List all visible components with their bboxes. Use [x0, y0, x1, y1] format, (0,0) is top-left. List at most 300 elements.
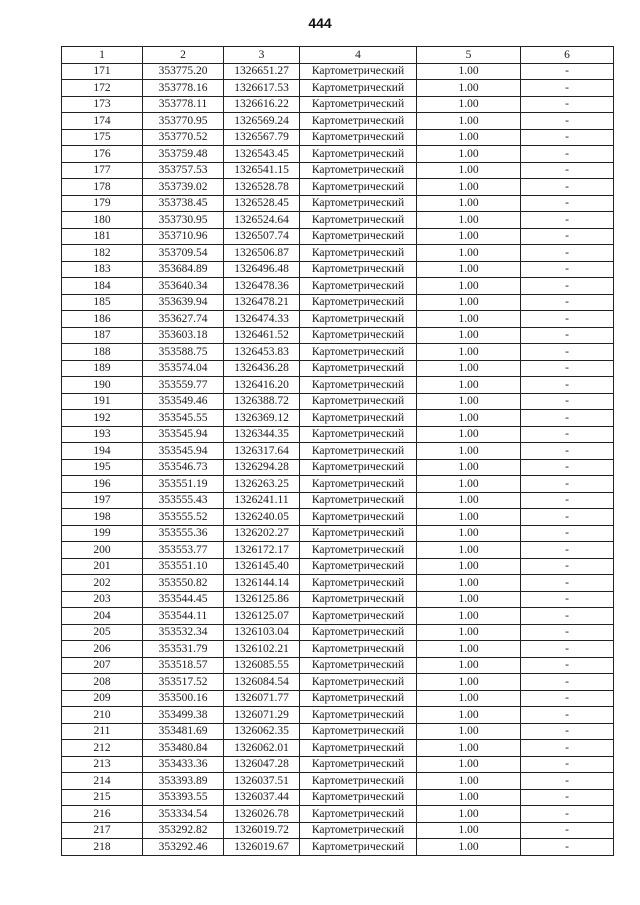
- table-row: [62, 542, 614, 559]
- y-coordinate-cell: 1326172.17: [224, 542, 300, 559]
- note-cell: -: [521, 228, 614, 245]
- column-header: 3: [224, 47, 300, 64]
- x-coordinate-cell: 353546.73: [143, 459, 224, 476]
- table-row: [62, 179, 614, 196]
- table-row: [62, 707, 614, 724]
- table-row: [62, 146, 614, 163]
- x-coordinate-cell: 353759.48: [143, 146, 224, 163]
- y-coordinate-cell: 1326019.67: [224, 839, 300, 856]
- y-coordinate-cell: 1326103.04: [224, 624, 300, 641]
- note-cell: -: [521, 146, 614, 163]
- note-cell: -: [521, 245, 614, 262]
- accuracy-cell: 1.00: [417, 674, 521, 691]
- method-cell: Картометрический: [300, 245, 417, 262]
- table-row: [62, 80, 614, 97]
- table-row: [62, 360, 614, 377]
- note-cell: -: [521, 377, 614, 394]
- y-coordinate-cell: 1326461.52: [224, 327, 300, 344]
- note-cell: -: [521, 113, 614, 130]
- accuracy-cell: 1.00: [417, 641, 521, 658]
- note-cell: -: [521, 740, 614, 757]
- y-coordinate-cell: 1326528.78: [224, 179, 300, 196]
- point-number-cell: 186: [62, 311, 143, 328]
- method-cell: Картометрический: [300, 294, 417, 311]
- y-coordinate-cell: 1326567.79: [224, 129, 300, 146]
- column-header: 1: [62, 47, 143, 64]
- method-cell: Картометрический: [300, 162, 417, 179]
- table-row: [62, 806, 614, 823]
- note-cell: -: [521, 80, 614, 97]
- note-cell: -: [521, 327, 614, 344]
- x-coordinate-cell: 353518.57: [143, 657, 224, 674]
- x-coordinate-cell: 353639.94: [143, 294, 224, 311]
- point-number-cell: 209: [62, 690, 143, 707]
- accuracy-cell: 1.00: [417, 492, 521, 509]
- column-header: 2: [143, 47, 224, 64]
- x-coordinate-cell: 353531.79: [143, 641, 224, 658]
- accuracy-cell: 1.00: [417, 96, 521, 113]
- note-cell: -: [521, 212, 614, 229]
- x-coordinate-cell: 353393.55: [143, 789, 224, 806]
- accuracy-cell: 1.00: [417, 723, 521, 740]
- x-coordinate-cell: 353499.38: [143, 707, 224, 724]
- x-coordinate-cell: 353684.89: [143, 261, 224, 278]
- y-coordinate-cell: 1326026.78: [224, 806, 300, 823]
- accuracy-cell: 1.00: [417, 327, 521, 344]
- point-number-cell: 183: [62, 261, 143, 278]
- note-cell: -: [521, 179, 614, 196]
- accuracy-cell: 1.00: [417, 393, 521, 410]
- x-coordinate-cell: 353603.18: [143, 327, 224, 344]
- accuracy-cell: 1.00: [417, 360, 521, 377]
- y-coordinate-cell: 1326062.35: [224, 723, 300, 740]
- table-row: [62, 195, 614, 212]
- y-coordinate-cell: 1326369.12: [224, 410, 300, 427]
- note-cell: -: [521, 591, 614, 608]
- y-coordinate-cell: 1326125.86: [224, 591, 300, 608]
- note-cell: -: [521, 476, 614, 493]
- table-row: [62, 740, 614, 757]
- point-number-cell: 202: [62, 575, 143, 592]
- table-row: [62, 459, 614, 476]
- method-cell: Картометрический: [300, 146, 417, 163]
- method-cell: Картометрический: [300, 789, 417, 806]
- y-coordinate-cell: 1326240.05: [224, 509, 300, 526]
- accuracy-cell: 1.00: [417, 146, 521, 163]
- note-cell: -: [521, 789, 614, 806]
- accuracy-cell: 1.00: [417, 707, 521, 724]
- point-number-cell: 210: [62, 707, 143, 724]
- accuracy-cell: 1.00: [417, 410, 521, 427]
- method-cell: Картометрический: [300, 674, 417, 691]
- method-cell: Картометрический: [300, 113, 417, 130]
- table-row: [62, 311, 614, 328]
- point-number-cell: 196: [62, 476, 143, 493]
- method-cell: Картометрический: [300, 360, 417, 377]
- note-cell: -: [521, 96, 614, 113]
- table-row: [62, 608, 614, 625]
- y-coordinate-cell: 1326388.72: [224, 393, 300, 410]
- table-row: [62, 822, 614, 839]
- point-number-cell: 208: [62, 674, 143, 691]
- point-number-cell: 199: [62, 525, 143, 542]
- table-row: [62, 162, 614, 179]
- table-row: [62, 558, 614, 575]
- point-number-cell: 215: [62, 789, 143, 806]
- x-coordinate-cell: 353549.46: [143, 393, 224, 410]
- point-number-cell: 175: [62, 129, 143, 146]
- accuracy-cell: 1.00: [417, 690, 521, 707]
- method-cell: Картометрический: [300, 839, 417, 856]
- table-header-row: [62, 47, 614, 64]
- point-number-cell: 185: [62, 294, 143, 311]
- table-row: [62, 773, 614, 790]
- accuracy-cell: 1.00: [417, 740, 521, 757]
- point-number-cell: 195: [62, 459, 143, 476]
- note-cell: -: [521, 443, 614, 460]
- method-cell: Картометрический: [300, 608, 417, 625]
- note-cell: -: [521, 723, 614, 740]
- note-cell: -: [521, 525, 614, 542]
- table-row: [62, 723, 614, 740]
- accuracy-cell: 1.00: [417, 212, 521, 229]
- y-coordinate-cell: 1326144.14: [224, 575, 300, 592]
- note-cell: -: [521, 129, 614, 146]
- table-row: [62, 294, 614, 311]
- table-body: [62, 63, 614, 855]
- y-coordinate-cell: 1326496.48: [224, 261, 300, 278]
- note-cell: -: [521, 624, 614, 641]
- x-coordinate-cell: 353710.96: [143, 228, 224, 245]
- table-row: [62, 839, 614, 856]
- column-header: 4: [300, 47, 417, 64]
- table-row: [62, 575, 614, 592]
- method-cell: Картометрический: [300, 443, 417, 460]
- accuracy-cell: 1.00: [417, 278, 521, 295]
- point-number-cell: 214: [62, 773, 143, 790]
- x-coordinate-cell: 353574.04: [143, 360, 224, 377]
- point-number-cell: 213: [62, 756, 143, 773]
- x-coordinate-cell: 353739.02: [143, 179, 224, 196]
- x-coordinate-cell: 353544.11: [143, 608, 224, 625]
- accuracy-cell: 1.00: [417, 839, 521, 856]
- note-cell: -: [521, 261, 614, 278]
- table-row: [62, 443, 614, 460]
- method-cell: Картометрический: [300, 476, 417, 493]
- x-coordinate-cell: 353738.45: [143, 195, 224, 212]
- y-coordinate-cell: 1326478.36: [224, 278, 300, 295]
- method-cell: Картометрический: [300, 542, 417, 559]
- point-number-cell: 181: [62, 228, 143, 245]
- accuracy-cell: 1.00: [417, 162, 521, 179]
- table-row: [62, 509, 614, 526]
- accuracy-cell: 1.00: [417, 773, 521, 790]
- y-coordinate-cell: 1326294.28: [224, 459, 300, 476]
- accuracy-cell: 1.00: [417, 509, 521, 526]
- coordinates-table: [61, 46, 614, 856]
- table-row: [62, 657, 614, 674]
- x-coordinate-cell: 353757.53: [143, 162, 224, 179]
- point-number-cell: 216: [62, 806, 143, 823]
- accuracy-cell: 1.00: [417, 459, 521, 476]
- note-cell: -: [521, 822, 614, 839]
- table-row: [62, 756, 614, 773]
- method-cell: Картометрический: [300, 624, 417, 641]
- method-cell: Картометрический: [300, 723, 417, 740]
- x-coordinate-cell: 353553.77: [143, 542, 224, 559]
- y-coordinate-cell: 1326019.72: [224, 822, 300, 839]
- x-coordinate-cell: 353545.94: [143, 443, 224, 460]
- note-cell: -: [521, 294, 614, 311]
- y-coordinate-cell: 1326263.25: [224, 476, 300, 493]
- note-cell: -: [521, 558, 614, 575]
- x-coordinate-cell: 353559.77: [143, 377, 224, 394]
- accuracy-cell: 1.00: [417, 344, 521, 361]
- note-cell: -: [521, 426, 614, 443]
- accuracy-cell: 1.00: [417, 245, 521, 262]
- method-cell: Картометрический: [300, 179, 417, 196]
- method-cell: Картометрический: [300, 96, 417, 113]
- table-row: [62, 476, 614, 493]
- y-coordinate-cell: 1326202.27: [224, 525, 300, 542]
- point-number-cell: 192: [62, 410, 143, 427]
- table-row: [62, 96, 614, 113]
- x-coordinate-cell: 353545.55: [143, 410, 224, 427]
- accuracy-cell: 1.00: [417, 624, 521, 641]
- point-number-cell: 211: [62, 723, 143, 740]
- y-coordinate-cell: 1326037.51: [224, 773, 300, 790]
- method-cell: Картометрический: [300, 492, 417, 509]
- accuracy-cell: 1.00: [417, 476, 521, 493]
- x-coordinate-cell: 353640.34: [143, 278, 224, 295]
- y-coordinate-cell: 1326541.15: [224, 162, 300, 179]
- table-row: [62, 393, 614, 410]
- accuracy-cell: 1.00: [417, 575, 521, 592]
- point-number-cell: 187: [62, 327, 143, 344]
- table-row: [62, 591, 614, 608]
- note-cell: -: [521, 344, 614, 361]
- x-coordinate-cell: 353433.36: [143, 756, 224, 773]
- method-cell: Картометрический: [300, 129, 417, 146]
- accuracy-cell: 1.00: [417, 113, 521, 130]
- y-coordinate-cell: 1326506.87: [224, 245, 300, 262]
- y-coordinate-cell: 1326084.54: [224, 674, 300, 691]
- method-cell: Картометрический: [300, 591, 417, 608]
- note-cell: -: [521, 492, 614, 509]
- y-coordinate-cell: 1326416.20: [224, 377, 300, 394]
- note-cell: -: [521, 773, 614, 790]
- x-coordinate-cell: 353544.45: [143, 591, 224, 608]
- accuracy-cell: 1.00: [417, 63, 521, 80]
- note-cell: -: [521, 393, 614, 410]
- y-coordinate-cell: 1326047.28: [224, 756, 300, 773]
- accuracy-cell: 1.00: [417, 426, 521, 443]
- point-number-cell: 193: [62, 426, 143, 443]
- y-coordinate-cell: 1326317.64: [224, 443, 300, 460]
- point-number-cell: 178: [62, 179, 143, 196]
- y-coordinate-cell: 1326062.01: [224, 740, 300, 757]
- y-coordinate-cell: 1326436.28: [224, 360, 300, 377]
- y-coordinate-cell: 1326569.24: [224, 113, 300, 130]
- point-number-cell: 205: [62, 624, 143, 641]
- note-cell: -: [521, 608, 614, 625]
- note-cell: -: [521, 278, 614, 295]
- x-coordinate-cell: 353555.36: [143, 525, 224, 542]
- point-number-cell: 194: [62, 443, 143, 460]
- note-cell: -: [521, 360, 614, 377]
- x-coordinate-cell: 353778.11: [143, 96, 224, 113]
- method-cell: Картометрический: [300, 228, 417, 245]
- table-row: [62, 245, 614, 262]
- method-cell: Картометрический: [300, 377, 417, 394]
- point-number-cell: 172: [62, 80, 143, 97]
- y-coordinate-cell: 1326071.77: [224, 690, 300, 707]
- method-cell: Картометрический: [300, 641, 417, 658]
- table-row: [62, 674, 614, 691]
- x-coordinate-cell: 353532.34: [143, 624, 224, 641]
- x-coordinate-cell: 353551.19: [143, 476, 224, 493]
- method-cell: Картометрический: [300, 80, 417, 97]
- x-coordinate-cell: 353588.75: [143, 344, 224, 361]
- point-number-cell: 191: [62, 393, 143, 410]
- table-row: [62, 377, 614, 394]
- accuracy-cell: 1.00: [417, 261, 521, 278]
- note-cell: -: [521, 63, 614, 80]
- point-number-cell: 207: [62, 657, 143, 674]
- method-cell: Картометрический: [300, 311, 417, 328]
- note-cell: -: [521, 674, 614, 691]
- page-number: 444: [308, 15, 332, 31]
- x-coordinate-cell: 353500.16: [143, 690, 224, 707]
- note-cell: -: [521, 575, 614, 592]
- method-cell: Картометрический: [300, 690, 417, 707]
- method-cell: Картометрический: [300, 426, 417, 443]
- method-cell: Картометрический: [300, 707, 417, 724]
- note-cell: -: [521, 806, 614, 823]
- point-number-cell: 184: [62, 278, 143, 295]
- table-row: [62, 212, 614, 229]
- x-coordinate-cell: 353292.46: [143, 839, 224, 856]
- method-cell: Картометрический: [300, 344, 417, 361]
- point-number-cell: 173: [62, 96, 143, 113]
- table-row: [62, 278, 614, 295]
- table-row: [62, 690, 614, 707]
- method-cell: Картометрический: [300, 740, 417, 757]
- accuracy-cell: 1.00: [417, 228, 521, 245]
- table-row: [62, 410, 614, 427]
- method-cell: Картометрический: [300, 806, 417, 823]
- x-coordinate-cell: 353627.74: [143, 311, 224, 328]
- method-cell: Картометрический: [300, 410, 417, 427]
- y-coordinate-cell: 1326241.11: [224, 492, 300, 509]
- method-cell: Картометрический: [300, 393, 417, 410]
- accuracy-cell: 1.00: [417, 591, 521, 608]
- y-coordinate-cell: 1326453.83: [224, 344, 300, 361]
- accuracy-cell: 1.00: [417, 542, 521, 559]
- note-cell: -: [521, 542, 614, 559]
- accuracy-cell: 1.00: [417, 756, 521, 773]
- x-coordinate-cell: 353730.95: [143, 212, 224, 229]
- method-cell: Картометрический: [300, 327, 417, 344]
- y-coordinate-cell: 1326102.21: [224, 641, 300, 658]
- x-coordinate-cell: 353775.20: [143, 63, 224, 80]
- column-header: 5: [417, 47, 521, 64]
- method-cell: Картометрический: [300, 63, 417, 80]
- x-coordinate-cell: 353709.54: [143, 245, 224, 262]
- y-coordinate-cell: 1326037.44: [224, 789, 300, 806]
- accuracy-cell: 1.00: [417, 377, 521, 394]
- x-coordinate-cell: 353517.52: [143, 674, 224, 691]
- accuracy-cell: 1.00: [417, 179, 521, 196]
- y-coordinate-cell: 1326616.22: [224, 96, 300, 113]
- note-cell: -: [521, 690, 614, 707]
- method-cell: Картометрический: [300, 525, 417, 542]
- accuracy-cell: 1.00: [417, 294, 521, 311]
- y-coordinate-cell: 1326125.07: [224, 608, 300, 625]
- y-coordinate-cell: 1326474.33: [224, 311, 300, 328]
- x-coordinate-cell: 353480.84: [143, 740, 224, 757]
- accuracy-cell: 1.00: [417, 443, 521, 460]
- note-cell: -: [521, 756, 614, 773]
- point-number-cell: 197: [62, 492, 143, 509]
- x-coordinate-cell: 353555.52: [143, 509, 224, 526]
- note-cell: -: [521, 195, 614, 212]
- note-cell: -: [521, 459, 614, 476]
- point-number-cell: 204: [62, 608, 143, 625]
- table-row: [62, 492, 614, 509]
- table-row: [62, 129, 614, 146]
- x-coordinate-cell: 353393.89: [143, 773, 224, 790]
- table-row: [62, 344, 614, 361]
- accuracy-cell: 1.00: [417, 657, 521, 674]
- y-coordinate-cell: 1326478.21: [224, 294, 300, 311]
- method-cell: Картометрический: [300, 212, 417, 229]
- x-coordinate-cell: 353778.16: [143, 80, 224, 97]
- point-number-cell: 188: [62, 344, 143, 361]
- method-cell: Картометрический: [300, 278, 417, 295]
- point-number-cell: 218: [62, 839, 143, 856]
- note-cell: -: [521, 509, 614, 526]
- point-number-cell: 182: [62, 245, 143, 262]
- point-number-cell: 176: [62, 146, 143, 163]
- x-coordinate-cell: 353770.52: [143, 129, 224, 146]
- point-number-cell: 189: [62, 360, 143, 377]
- method-cell: Картометрический: [300, 459, 417, 476]
- point-number-cell: 212: [62, 740, 143, 757]
- table-row: [62, 228, 614, 245]
- point-number-cell: 217: [62, 822, 143, 839]
- table-row: [62, 426, 614, 443]
- note-cell: -: [521, 641, 614, 658]
- table-row: [62, 641, 614, 658]
- x-coordinate-cell: 353334.54: [143, 806, 224, 823]
- y-coordinate-cell: 1326651.27: [224, 63, 300, 80]
- point-number-cell: 190: [62, 377, 143, 394]
- table-row: [62, 789, 614, 806]
- method-cell: Картометрический: [300, 558, 417, 575]
- point-number-cell: 180: [62, 212, 143, 229]
- point-number-cell: 201: [62, 558, 143, 575]
- table-row: [62, 113, 614, 130]
- accuracy-cell: 1.00: [417, 558, 521, 575]
- y-coordinate-cell: 1326528.45: [224, 195, 300, 212]
- point-number-cell: 206: [62, 641, 143, 658]
- table-row: [62, 525, 614, 542]
- y-coordinate-cell: 1326085.55: [224, 657, 300, 674]
- table-row: [62, 327, 614, 344]
- table-row: [62, 261, 614, 278]
- accuracy-cell: 1.00: [417, 129, 521, 146]
